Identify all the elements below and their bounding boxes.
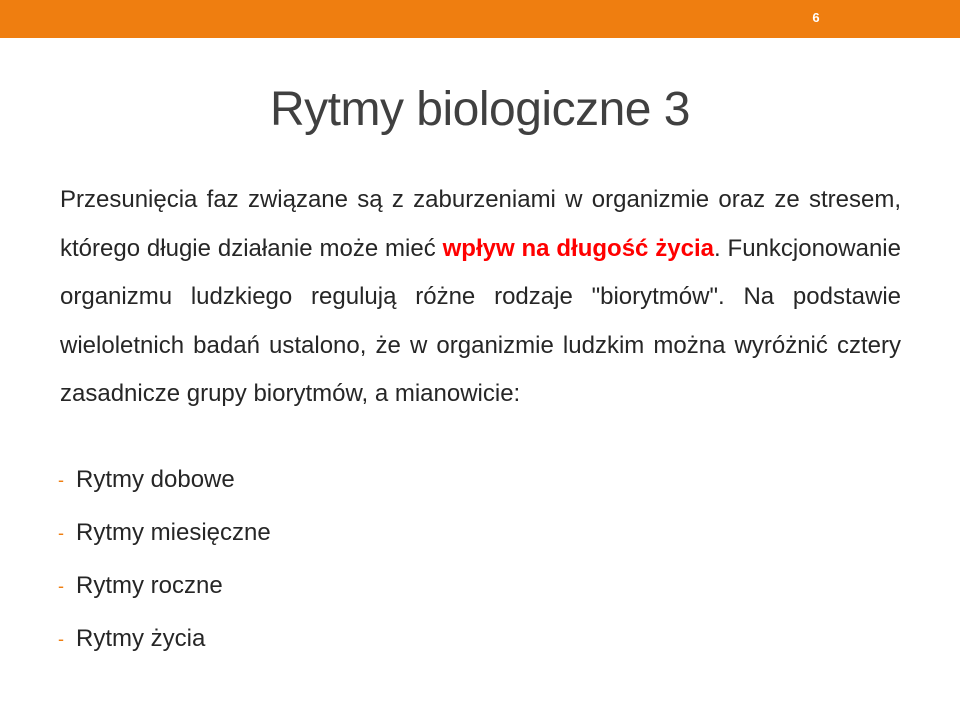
body-text-after: . Funkcjonowanie organizmu ludzkiego regulują różne rodzaje "biorytmów". Na podstawie wieloletnich badań ustalono, że w organizmie ludzkim można wyróżnić cztery zasadnicze grupy biorytmów, a mianowicie:	[60, 234, 901, 407]
list-item	[58, 614, 271, 667]
list-item	[58, 455, 271, 508]
bullet-list	[58, 455, 271, 667]
body-paragraph	[60, 176, 901, 419]
list-item-label: Rytmy roczne	[76, 572, 223, 599]
bullet-dash-icon: -	[58, 629, 64, 649]
bullet-dash-icon: -	[58, 470, 64, 490]
list-item	[58, 561, 271, 614]
bullet-dash-icon: -	[58, 523, 64, 543]
slide-number: 6	[812, 10, 820, 25]
list-item-label: Rytmy miesięczne	[76, 519, 271, 546]
bullet-dash-icon: -	[58, 576, 64, 596]
body-text-before: Przesunięcia faz związane są z zaburzeniami w organizmie oraz ze stresem, którego długie działanie może mieć	[60, 186, 901, 262]
list-item-label: Rytmy życia	[76, 625, 206, 652]
header-bar	[0, 0, 960, 38]
slide-title: Rytmy biologiczne 3	[269, 83, 690, 136]
list-item-label: Rytmy dobowe	[76, 466, 235, 493]
list-item	[58, 508, 271, 561]
body-highlight: wpływ na długość życia	[442, 234, 714, 262]
